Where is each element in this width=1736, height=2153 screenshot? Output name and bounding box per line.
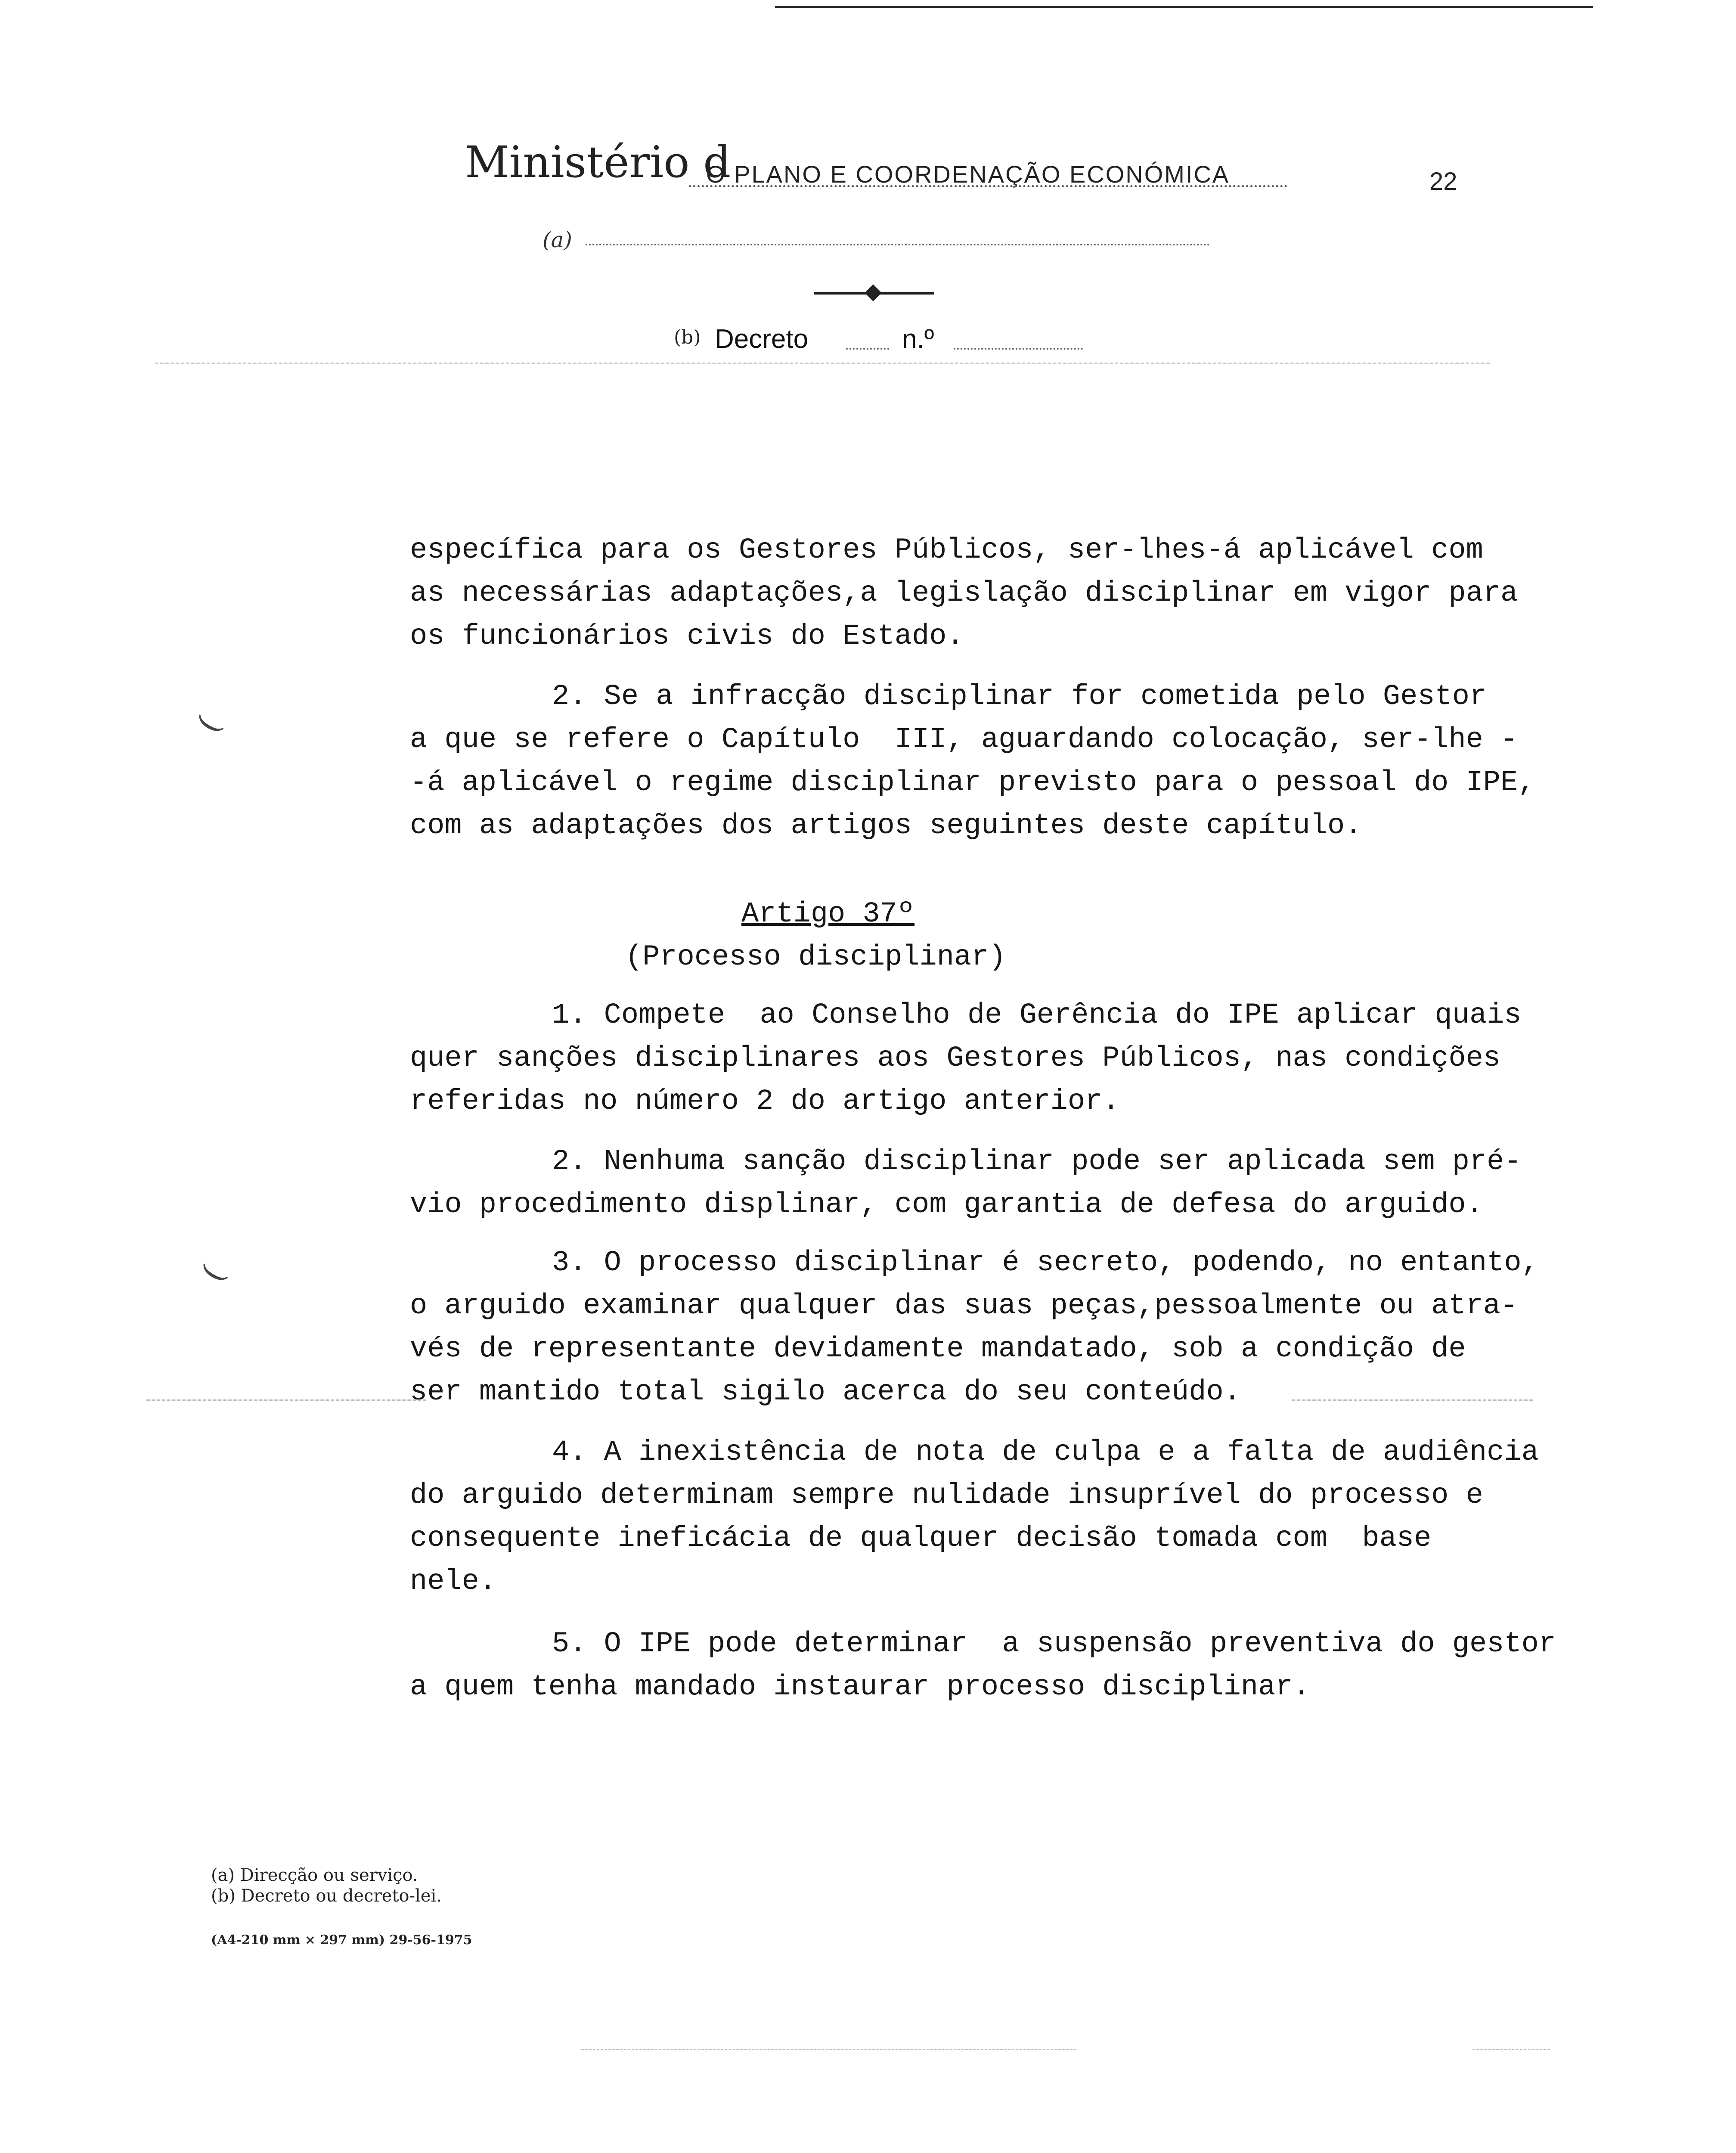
body-line: referidas no número 2 do artigo anterior. xyxy=(410,1085,1120,1118)
top-rule xyxy=(775,6,1593,8)
body-line: quer sanções disciplinares aos Gestores Públicos, nas condições xyxy=(410,1042,1501,1075)
body-line: 4. A inexistência de nota de culpa e a falta de audiência xyxy=(552,1436,1539,1469)
body-line: o arguido examinar qualquer das suas peças,pessoalmente ou atra- xyxy=(410,1290,1518,1322)
decree-dotted-line xyxy=(846,348,889,350)
diamond-ornament-icon xyxy=(865,284,882,301)
punch-hole-mark-icon: ( xyxy=(189,710,227,739)
bottom-scan-line xyxy=(581,2049,1076,2050)
body-line: 1. Compete ao Conselho de Gerência do IPE aplicar quais xyxy=(552,999,1522,1032)
body-line: a quem tenha mandado instaurar processo disciplinar. xyxy=(410,1671,1310,1703)
decree-number-dotted-line xyxy=(954,348,1083,350)
body-line: específica para os Gestores Públicos, ser-lhes-á aplicável com xyxy=(410,534,1483,567)
body-line: as necessárias adaptações,a legislação disciplinar em vigor para xyxy=(410,577,1518,610)
body-line: nele. xyxy=(410,1565,497,1598)
body-line: 3. O processo disciplinar é secreto, podendo, no entanto, xyxy=(552,1247,1539,1279)
decree-marker: (b) xyxy=(674,326,701,348)
field-a-dotted-line xyxy=(586,244,1210,245)
body-line: -á aplicável o regime disciplinar previsto para o pessoal do IPE, xyxy=(410,766,1535,799)
decree-number-label: n.º xyxy=(902,324,934,354)
body-line: 5. O IPE pode determinar a suspensão preventiva do gestor xyxy=(552,1628,1556,1660)
body-line: vio procedimento displinar, com garantia de defesa do arguido. xyxy=(410,1188,1483,1221)
body-line: ser mantido total sigilo acerca do seu conteúdo. xyxy=(410,1376,1241,1408)
ministry-dotted-line xyxy=(689,185,1287,187)
form-reference: (A4-210 mm × 297 mm) 29-56-1975 xyxy=(211,1933,472,1948)
punch-hole-mark-icon: ( xyxy=(194,1259,232,1288)
body-line: vés de representante devidamente mandatado, sob a condição de xyxy=(410,1333,1466,1365)
field-a-label: (a) xyxy=(542,227,572,252)
body-line: com as adaptações dos artigos seguintes deste capítulo. xyxy=(410,810,1362,842)
bottom-scan-line xyxy=(1472,2049,1550,2050)
decree-label: Decreto xyxy=(715,324,809,354)
ministry-department: O PLANO E COORDENAÇÃO ECONÓMICA xyxy=(706,161,1230,188)
footnote-b: (b) Decreto ou decreto-lei. xyxy=(211,1886,442,1906)
body-line: consequente ineficácia de qualquer decisão tomada com base xyxy=(410,1522,1432,1555)
fold-line xyxy=(146,1399,426,1401)
page-number: 22 xyxy=(1429,168,1457,195)
body-line: 2. Nenhuma sanção disciplinar pode ser aplicada sem pré- xyxy=(552,1145,1522,1178)
body-line: a que se refere o Capítulo III, aguardando colocação, ser-lhe - xyxy=(410,723,1518,756)
fold-line xyxy=(1292,1399,1533,1401)
ministry-title: Ministério d xyxy=(465,137,731,187)
header-scan-line xyxy=(155,363,1490,364)
body-line: 2. Se a infracção disciplinar for cometida pelo Gestor xyxy=(552,680,1487,713)
article-title: Artigo 37º xyxy=(741,898,915,931)
body-line: do arguido determinam sempre nulidade insuprível do processo e xyxy=(410,1479,1483,1512)
article-subtitle: (Processo disciplinar) xyxy=(625,941,1006,974)
body-line: os funcionários civis do Estado. xyxy=(410,620,964,653)
footnote-a: (a) Direcção ou serviço. xyxy=(211,1865,418,1885)
